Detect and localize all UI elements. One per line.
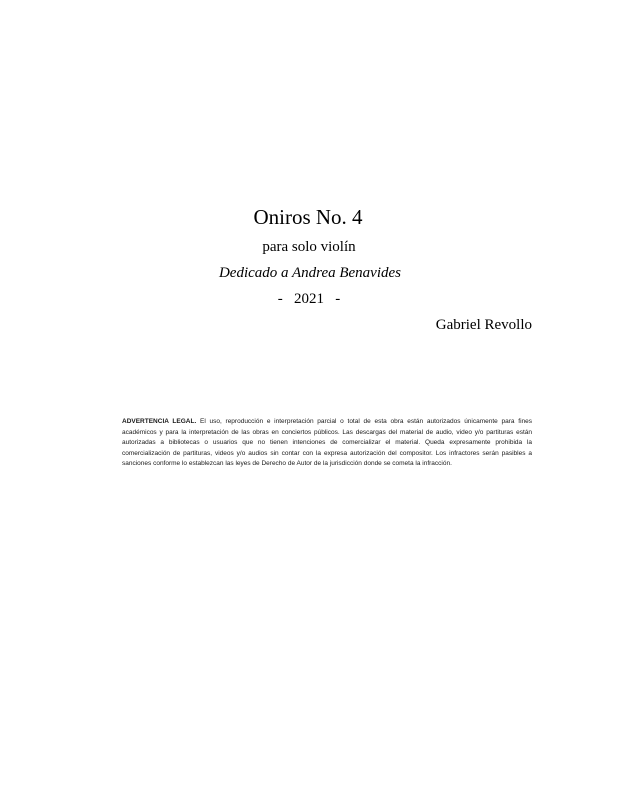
dedication: Dedicado a Andrea Benavides	[218, 265, 402, 281]
score-title: Oniros No. 4	[253, 205, 363, 229]
composition-year: - 2021 -	[277, 291, 341, 307]
composer-name: Gabriel Revollo	[435, 317, 532, 333]
legal-notice-label: ADVERTENCIA LEGAL.	[122, 418, 197, 425]
legal-notice-text: El uso, reproducción e interpretación parcial o total de esta obra están autorizados únicamente para fines académicos y para la interpretación de las obras en conciertos públicos. Las descargas del material de audio, video y/o partituras están autorizadas a bibliotecas o usuarios que no tienen intenciones de comercializar el material. Queda expresamente prohibida la comercialización de partituras, videos y/o audios sin contar con la expresa autorización del compositor. Los infractores serán pasibles a sanciones conforme lo establezcan las leyes de Derecho de Autor de la jurisdicción donde se cometa la infracción.	[122, 418, 532, 467]
instrumentation: para solo violín	[262, 239, 356, 255]
legal-notice	[122, 417, 532, 470]
